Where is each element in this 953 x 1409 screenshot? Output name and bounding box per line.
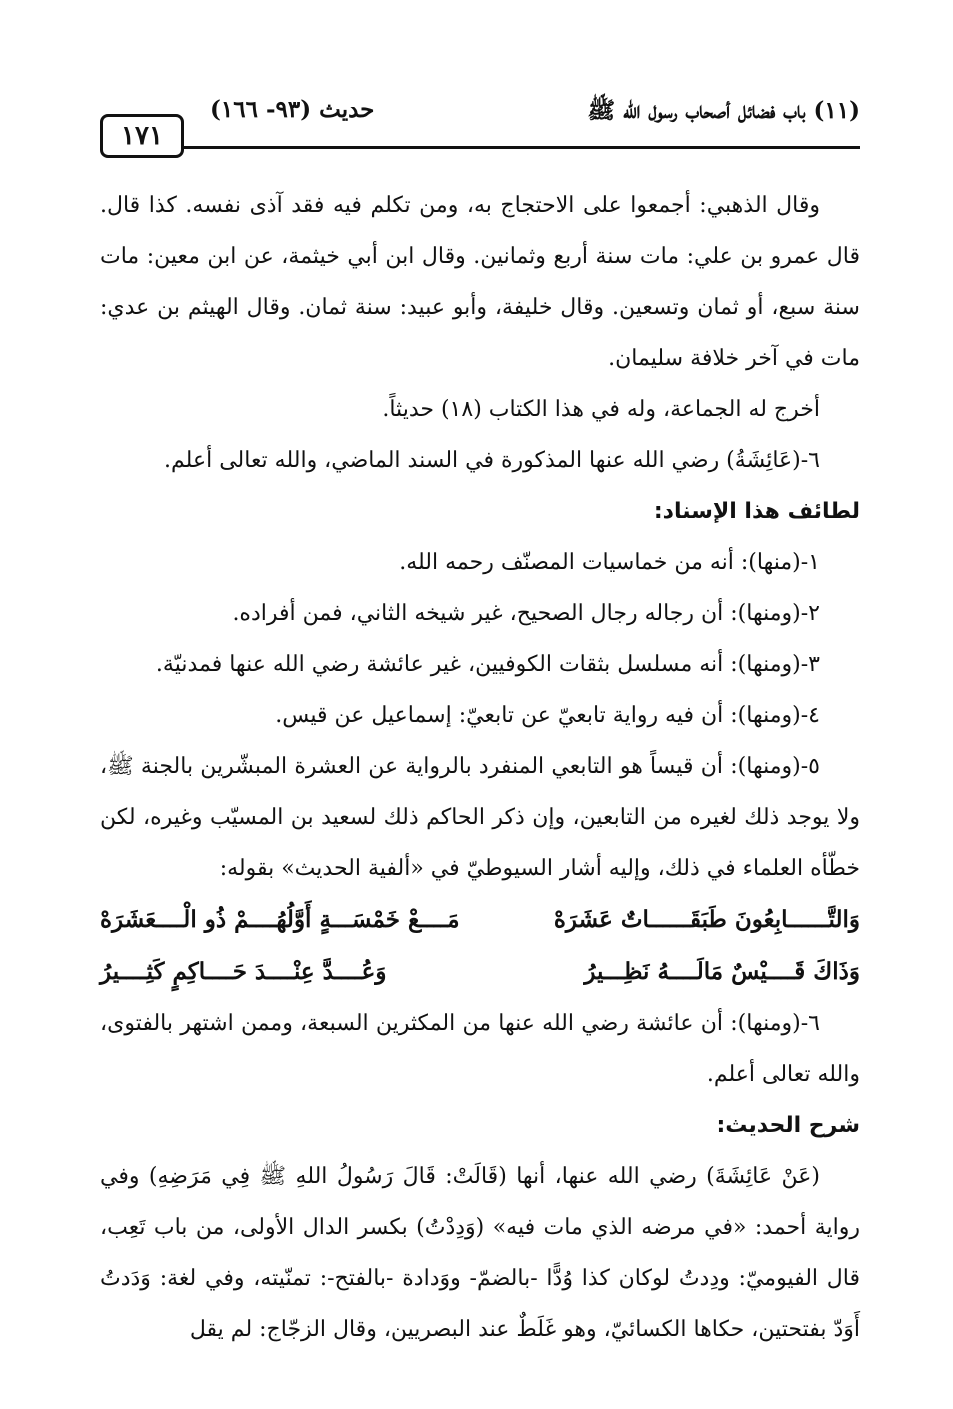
paragraph: أخرج له الجماعة، وله في هذا الكتاب (١٨) حديثاً. [382,397,820,422]
page-body [100,180,860,1355]
paragraph: ٦-(عَائِشَةُ) رضي الله عنها المذكورة في السند الماضي، والله تعالى أعلم. [164,448,820,473]
verse-hemistich: مَــــعْ خَمْسَـــةٍ أَوَّلُهُــــمْ ذُو الْــــعَشَرَهْ [100,906,460,933]
chapter-title: (١١) باب فضائل أصحاب رسول الله ﷺ [587,97,860,124]
section-heading: شرح الحديث: [716,1113,860,1138]
list-item: ٦-(ومنها): أن عائشة رضي الله عنها من المكثرين السبعة، وممن اشتهر بالفتوى، والله تعالى أعلم. [100,1011,860,1087]
list-item: ٤-(ومنها): أن فيه رواية تابعيّ عن تابعيّ: إسماعيل عن قيس. [275,703,820,728]
verse-hemistich: وَعُــــدَّ عِنْــــدَ حَــــاكِمٍ كَثِــــيرُ [100,958,387,985]
running-header [100,96,860,152]
paragraph: (عَنْ عَائِشَةَ) رضي الله عنها، أنها (قَالَتْ: قَالَ رَسُولُ اللهِ ﷺ فِي مَرَضِهِ) وفي رواية أحمد: «في مرضه الذي مات فيه» (وَدِدْتُ) بكسر الدال الأولى، من باب تَعِب، قال الفيوميّ: ودِدتُ لوكان كذا وُدًّا -بالضمّ- ووَدادة -بالفتح-: تمنّيته، وفي لغة: وَدَدتُ أَوَدّ بفتحتين، حكاها الكسائيّ، وهو غَلَطٌ عند البصريين، وقال الزجّاج: لم يقل [100,1164,860,1342]
verse [100,894,860,946]
paragraph: وقال الذهبي: أجمعوا على الاحتجاج به، ومن تكلم فيه فقد آذى نفسه. كذا قال. قال عمرو بن علي: مات سنة أربع وثمانين. وقال ابن أبي خيثمة، عن ابن معين: مات سنة سبع، أو ثمان وتسعين. وقال خليفة، وأبو عبيد: سنة ثمان. وقال الهيثم بن عدي: مات في آخر خلافة سليمان. [100,193,860,371]
list-item: ٣-(ومنها): أنه مسلسل بثقات الكوفيين، غير عائشة رضي الله عنها فمدنيّة. [155,652,820,677]
hadith-range: حديث (٩٣- ١٦٦) [210,96,375,123]
poem [100,894,860,998]
verse-hemistich: وَذَاكَ قَــــيْسٌ مَالَــــهُ نَظِـــيرُ [584,958,860,985]
verse [100,946,860,998]
list-item: ٥-(ومنها): أن قيساً هو التابعي المنفرد بالرواية عن العشرة المبشّرين بالجنة ﷺ، ولا يوجد ذلك لغيره من التابعين، وإن ذكر الحاكم ذلك لسعيد بن المسيّب وغيره، لكن خطّأه العلماء في ذلك، وإليه أشار السيوطيّ في «ألفية الحديث» بقوله: [100,754,860,881]
verse-hemistich: وَالتَّــــــابِعُونَ طَبَقَــــــاتٌ عَشَرَهْ [553,906,860,933]
page-number: ١٧١ [100,114,184,158]
list-item: ٢-(ومنها): أن رجاله رجال الصحيح، غير شيخه الثاني، فمن أفراده. [232,601,820,626]
list-item: ١-(منها): أنه من خماسيات المصنّف رحمه الله. [399,550,820,575]
header-rule [100,146,860,149]
section-heading: لطائف هذا الإسناد: [653,499,860,524]
